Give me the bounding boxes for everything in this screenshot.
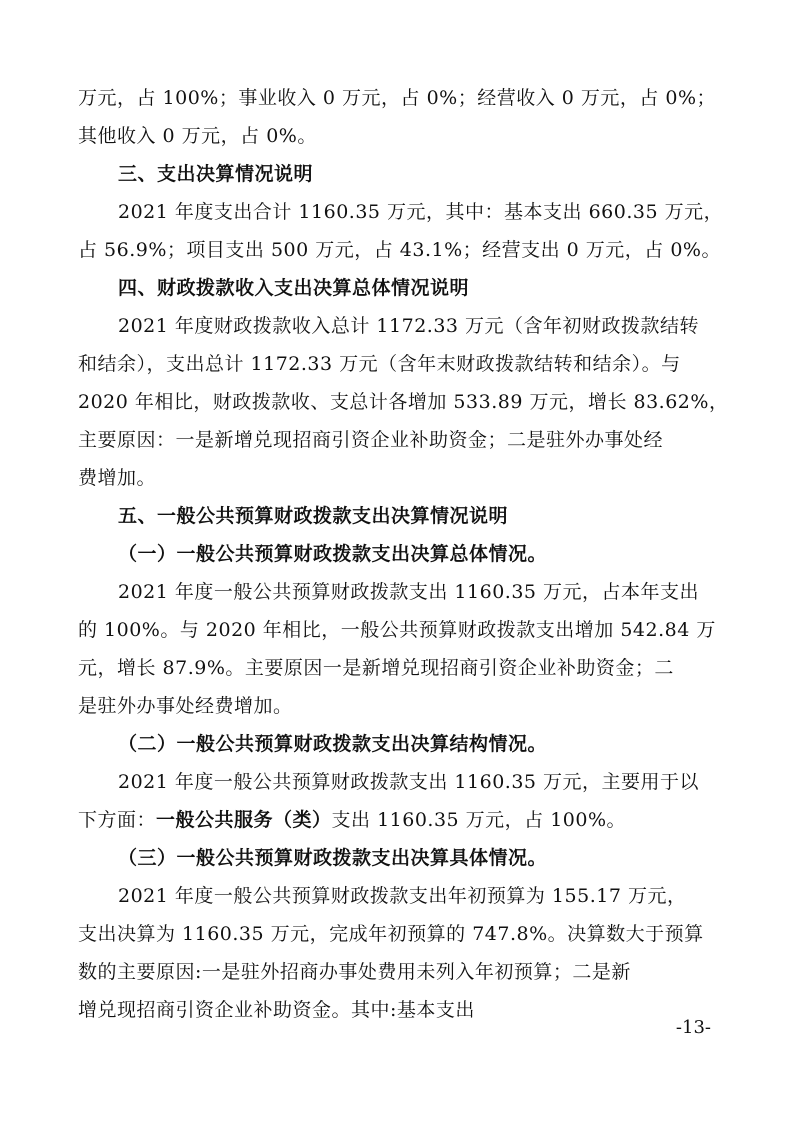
body-text-line: 的 100%。与 2020 年相比，一般公共预算财政拨款支出增加 542.84 万 — [78, 619, 716, 641]
body-text-line: 2021 年度支出合计 1160.35 万元，其中：基本支出 660.35 万元， — [118, 201, 724, 223]
body-text-line: 占 56.9%；项目支出 500 万元，占 43.1%；经营支出 0 万元，占 0%。 — [78, 239, 721, 261]
body-text-line: 2021 年度一般公共预算财政拨款支出 1160.35 万元，占本年支出 — [118, 581, 700, 603]
subsection-heading-1: （一）一般公共预算财政拨款支出决算总体情况。 — [118, 543, 548, 565]
body-text-line: 支出决算为 1160.35 万元，完成年初预算的 747.8%。决算数大于预算 — [78, 923, 704, 945]
text-segment: 下方面： — [78, 809, 157, 831]
body-text-line: 2020 年相比，财政拨款收、支总计各增加 533.89 万元，增长 83.62%， — [78, 391, 729, 413]
section-heading-5: 五、一般公共预算财政拨款支出决算情况说明 — [118, 505, 509, 527]
body-text-line: 是驻外办事处经费增加。 — [78, 695, 293, 717]
body-text-line: 数的主要原因:一是驻外招商办事处费用未列入年初预算；二是新 — [78, 961, 631, 983]
text-segment: 支出 1160.35 万元，占 100%。 — [331, 809, 627, 831]
body-text-line: 和结余），支出总计 1172.33 万元（含年末财政拨款结转和结余）。与 — [78, 353, 681, 375]
body-text-line: 其他收入 0 万元，占 0%。 — [78, 125, 317, 147]
section-heading-4: 四、财政拨款收入支出决算总体情况说明 — [118, 277, 470, 299]
subsection-heading-3: （三）一般公共预算财政拨款支出决算具体情况。 — [118, 847, 548, 869]
body-text-line: 元，增长 87.9%。主要原因一是新增兑现招商引资企业补助资金；二 — [78, 657, 674, 679]
body-text-line: 万元，占 100%；事业收入 0 万元，占 0%；经营收入 0 万元，占 0%； — [78, 87, 717, 109]
body-text-line: 2021 年度财政拨款收入总计 1172.33 万元（含年初财政拨款结转 — [118, 315, 700, 337]
page-number: -13- — [675, 1017, 711, 1038]
body-text-line — [78, 805, 718, 832]
body-text-line: 2021 年度一般公共预算财政拨款支出 1160.35 万元，主要用于以 — [118, 771, 700, 793]
body-text-line: 2021 年度一般公共预算财政拨款支出年初预算为 155.17 万元， — [118, 885, 687, 907]
subsection-heading-2: （二）一般公共预算财政拨款支出决算结构情况。 — [118, 733, 548, 755]
section-heading-3: 三、支出决算情况说明 — [118, 163, 314, 185]
category-name: 一般公共服务（类） — [156, 809, 332, 831]
body-text-line: 费增加。 — [78, 467, 157, 489]
body-text-line: 增兑现招商引资企业补助资金。其中:基本支出 — [78, 999, 475, 1021]
body-text-line: 主要原因：一是新增兑现招商引资企业补助资金；二是驻外办事处经 — [78, 429, 664, 451]
